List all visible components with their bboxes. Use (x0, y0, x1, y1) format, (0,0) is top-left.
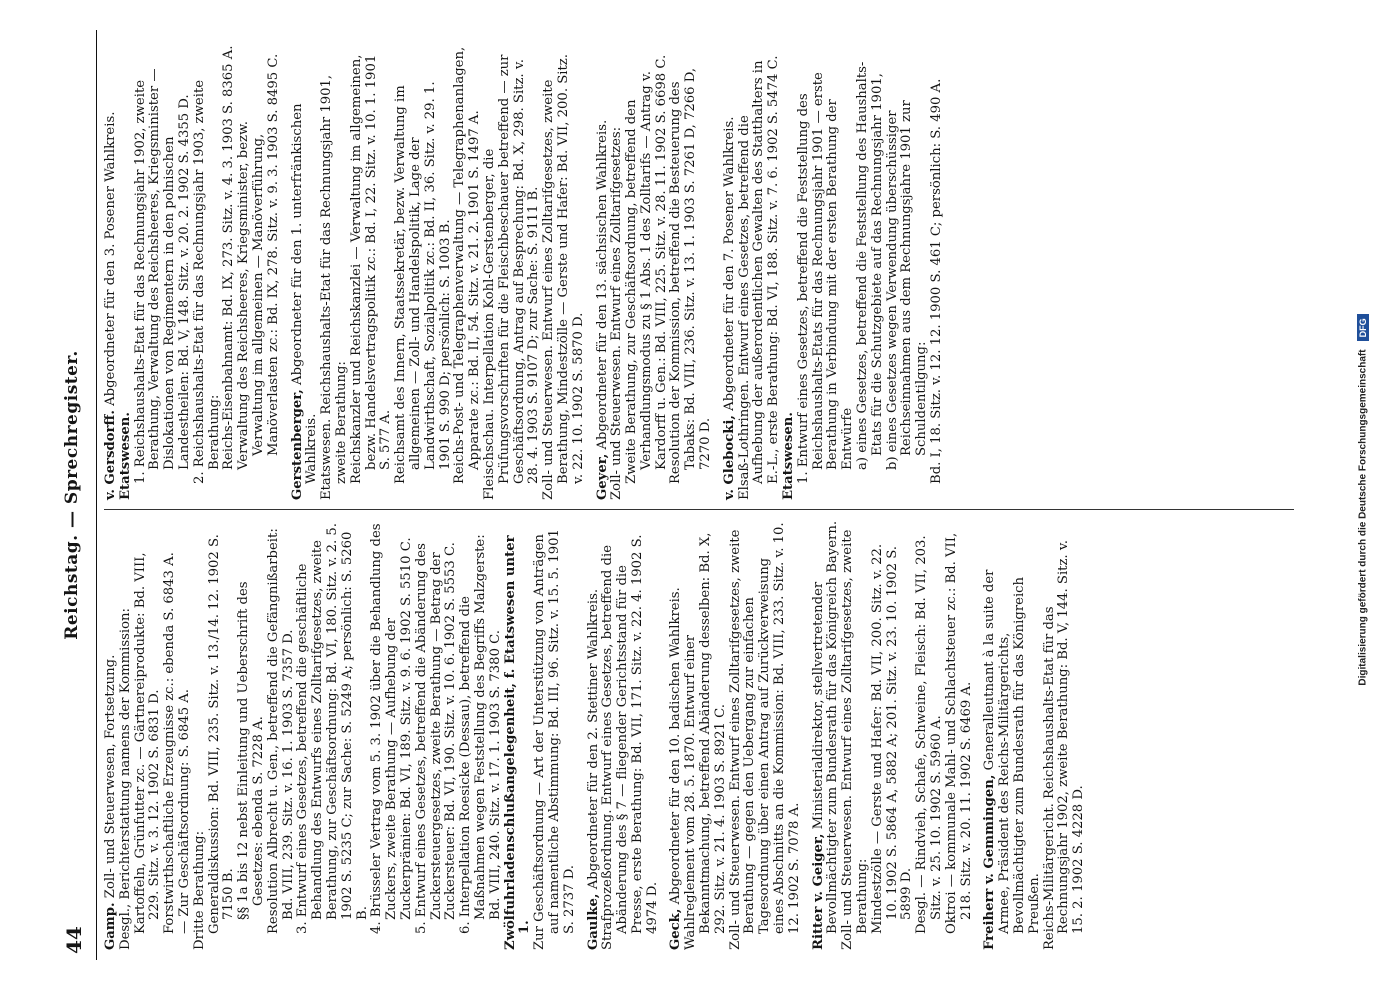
entry-line: 1. Entwurf eines Gesetzes, betreffend die Feststellung des Reichshaushalts-Etats für das Rechnungsjahr 1901 — erste Berathung in Verbindung mit der ersten Berathung der Entwürfe (795, 72, 856, 484)
entry-line: Reichs-Eisenbahnamt: Bd. IX, 273. Sitz. v. 4. 3. 1903 S. 8365 A. (221, 45, 237, 470)
speaker-entry (596, 45, 714, 500)
entry-line: 1. Reichshaushalts-Etat für das Rechnungsjahr 1902, zweite Berathung, Verwaltung des Reichsheeres, Kriegsminister — Dislokationen von Regimentern in den polnischen Landestheilen: Bd. V, 148. Sitz. v. 20. 2. 1902 S. 4355 D. (132, 68, 192, 484)
page-number: 44 (62, 926, 86, 954)
entry-line: a) eines Gesetzes, betreffend die Feststellung des Haushalts-Etats für die Schutzgebiete auf das Rechnungsjahr 1901, (855, 61, 885, 470)
entry-line: Zoll- und Steuerwesen. Entwurf eines Zolltarifgesetzes, zweite Berathung — gegen den Uebergang zur einfachen Tagesordnung über einen Antrag auf Zurückverweisung eines Abschnitts an die Kommission: Bd. VIII, 233. Sitz. v. 10. 12. 1902 S. 7078 A. (727, 522, 802, 950)
entry-line: 2. Reichshaushalts-Etat für das Rechnungsjahr 1903, zweite Berathung: (191, 79, 222, 484)
entry-line: Generaldiskussion: Bd. VIII, 235. Sitz. v. 13./14. 12. 1902 S. 7150 B. (206, 534, 237, 934)
column-divider (104, 509, 1294, 510)
entry-line: 4. Brüsseler Vertrag vom 5. 3. 1902 über die Behandlung des Zuckers, zweite Berathung — Aufhebung der Zuckerprämien: Bd. VI, 189. Sitz. v. 9. 6. 1902 S. 5510 C. (369, 523, 414, 934)
entry-line: Resolution der Kommission, betreffend die Besteuerung des Tabaks: Bd. VIII, 236. Sitz. v. 13. 1. 1903 S. 7261 D, 7266 D, 7270 D. (668, 67, 714, 484)
entry-line: Zweite Berathung, zur Geschäftsordnung, betreffend den Verhandlungsmodus zu § 1 Abs. 1 des Zolltarifs — Antrag v. Kardorff u. Gen.: Bd. VIII, 225. Sitz. v. 28. 11. 1902 S. 6698 C. (624, 54, 669, 484)
footer-note: Digitalisierung gefördert durch die Deutsche Forschungsgemeinschaft (1357, 349, 1369, 686)
entry-line: Mindestzölle — Gerste und Hafer: Bd. VII, 200. Sitz. v. 22. 10. 1902 S. 5864 A, 5882 A; 201. Sitz. v. 23. 10. 1902 S. 5899 D. (869, 543, 915, 934)
speaker-name: v. Glebocki, (721, 415, 737, 500)
entry-line: Zoll- und Steuerwesen. Entwurf eines Zolltarifgesetzes: (609, 126, 625, 500)
entry-line: 3. Entwurf eines Gesetzes, betreffend die geschäftliche Behandlung des Entwurfs eines Zolltarifgesetzes, zweite Berathung, zur Geschäftsordnung: Bd. VI, 180. Sitz. v. 2. 5. 1902 S. 5235 C; zur Sache: S. 5249 A; persönlich: S. 5260 B. (295, 523, 370, 934)
entry-line: Zoll- und Steuerwesen, Fortsetzung. (103, 654, 118, 899)
speaker-name: Gerstenberger, (289, 389, 305, 500)
speaker-name: Gamp. (103, 902, 118, 950)
speaker-name: Freiherr v. Gemmingen, (982, 774, 998, 950)
entry-line: Etatswesen. (117, 412, 133, 500)
entry-line: Zoll- und Steuerwesen. Entwurf eines Zolltarifgesetzes, zweite Berathung, Mindestzölle — Gerste und Hafer: Bd. VII, 200. Sitz. v. 22. 10. 1902 S. 5870 D. (541, 54, 586, 500)
right-column (104, 45, 954, 500)
entry-line: Reichs-Militärgericht. Reichshaushalts-Etat für das Rechnungsjahr 1902, zweite Berathung: Bd. V, 144. Sitz. v. 15. 2. 1902 S. 4228 D. (1041, 540, 1087, 950)
speaker-entry (104, 520, 578, 950)
entry-line: Generalleutnant à la suite der Armee, Präsident des Reichs-Militärgerichts, Bevollmächtigter zum Bundesrath für das Königreich Preußen. (982, 569, 1042, 934)
speaker-entry (723, 45, 945, 500)
entry-line: Bd. I, 18. Sitz. v. 12. 12. 1900 S. 461 C; persönlich: S. 490 A. (929, 78, 945, 484)
entry-line: Abgeordneter für den 7. Posener Wahlkreis. (721, 116, 737, 411)
entry-line: Abgeordneter für den 10. badischen Wahlkreis. (668, 587, 684, 905)
entry-line: Abgeordneter für den 1. unterfränkischen Wahlkreis. (289, 103, 320, 484)
entry-line: Zwölfuhrladenschlußangelegenheit, f. Etatswesen unter 1. (502, 535, 533, 950)
entry-line: Reichsamt des Innern, Staatssekretär, bezw. Verwaltung im allgemeinen — Zoll- und Handelspolitik, Lage der Landwirthschaft, Sozialpolitik zc.: Bd. II, 36. Sitz. v. 29. 1. 1901 S. 990 D; persönlich: S. 1003 B. (393, 81, 453, 484)
entry-line: Desgl. — Rindvieh, Schafe, Schweine, Fleisch: Bd. VII, 203. Sitz. v. 25. 10. 1902 S. 5960 A. (914, 535, 945, 934)
entry-line: 6. Interpellation Roesicke (Dessau), betreffend die Maßnahmen wegen Feststellung des Begriffs Malzgerste: Bd. VIII, 240. Sitz. v. 17. 1. 1903 S. 7380 C. (458, 534, 503, 934)
speaker-entry (104, 45, 282, 500)
entry-line: Strafprozeßordnung. Entwurf eines Gesetzes, betreffend die Abänderung des § 7 — fliegender Gerichtsstand für die Presse, erste Berathung: Bd. VII, 171. Sitz. v. 22. 4. 1902 S. 4974 D. (600, 534, 660, 950)
entry-line: Reichskanzler und Reichskanzlei — Verwaltung im allgemeinen, bezw. Handelsvertragspolitik zc.: Bd. I, 22. Sitz. v. 10. 1. 1901 S. 577 A. (348, 54, 394, 484)
entry-line: Dritte Berathung: (191, 830, 207, 950)
running-title: Reichstag. — Sprechregister. (62, 350, 82, 640)
entry-line: Desgl., Berichterstattung namens der Kommission: (117, 608, 133, 950)
speaker-entry (587, 520, 661, 950)
entry-line: b) eines Gesetzes wegen Verwendung überschüssiger Reichseinnahmen aus dem Rechnungsjahre 1901 zur Schuldentilgung: (884, 100, 930, 470)
entry-line: Ministerialdirektor, stellvertretender Bevollmächtigter zum Bundesrath für das Königreich Bayern. (810, 520, 841, 934)
entry-line: Zoll- und Steuerwesen. Entwurf eines Zolltarifgesetzes, zweite Berathung: (840, 529, 871, 950)
speaker-entry (983, 520, 1087, 950)
entry-line: Etatswesen. (781, 412, 797, 500)
entry-line: Verwaltung des Reichsheeres, Kriegsminister, bezw. Verwaltung im allgemeinen — Manöverführung, Manöverlasten zc.: Bd. IX, 278. Sitz. v. 9. 3. 1903 S. 8495 C. (236, 53, 281, 470)
speaker-name: Geck, (668, 908, 684, 950)
page-header (62, 30, 97, 960)
entry-line: Elsaß-Lothringen. Entwurf eines Gesetzes, betreffend die Aufhebung der außerordentlichen Gewalten des Statthalters in E.-L., erste Berathung: Bd. VI, 188. Sitz. v. 7. 6. 1902 S. 5474 C. (736, 55, 782, 500)
speaker-entry (291, 45, 587, 500)
entry-line: Etatswesen. Reichshaushalts-Etat für das Rechnungsjahr 1901, zweite Berathung: (319, 74, 349, 500)
left-column (104, 520, 1096, 950)
entry-line: Reichs-Post- und Telegraphenverwaltung — Telegraphenanlagen, Apparate zc.: Bd. II, 54. Sitz. v. 21. 2. 1901 S. 1497 A. (452, 46, 483, 484)
entry-line: Abgeordneter für den 13. sächsischen Wahlkreis. (594, 119, 610, 450)
entry-line: Oktroi — kommunale Mahl- und Schlachtsteuer zc.: Bd. VII, 218. Sitz. v. 20. 11. 1902 S. 6469 A. (943, 532, 974, 934)
entry-line: Resolution Albrecht u. Gen., betreffend die Gefängnißarbeit: Bd. VIII, 239. Sitz. v. 16. 1. 1903 S. 7357 D. (265, 528, 296, 934)
dfg-logo: DFG (1357, 314, 1369, 341)
entry-line: Fleischschau. Interpellation Kohl-Gerstenberger, die Prüfungsvorschriften für die Fleischbeschauer betreffend — zur Geschäftsordnung, Antrag auf Besprechung: Bd. X, 298. Sitz. v. 28. 4. 1903 S. 9107 D; zur Sache: S. 9111 B. (481, 54, 542, 500)
entry-line: Wahlreglement vom 28. 5. 1870. Entwurf einer Bekanntmachung, betreffend Abänderung desselben: Bd. X, 292. Sitz. v. 21. 4. 1903 S. 8921 C. (683, 532, 728, 950)
entry-line: — Zur Geschäftsordnung: S. 6845 A. (176, 689, 192, 934)
entry-line: Abgeordneter für den 3. Posener Wahlkreis. (103, 111, 118, 406)
entry-line: Forstwirthschaftliche Erzeugnisse zc.: ebenda S. 6843 A. (162, 552, 178, 934)
entry-line: Kartoffeln, Grünfutter zc. — Gärtnereiprodukte: Bd. VIII, 229. Sitz. v. 3. 12. 1902 S. 6831 D. (132, 552, 163, 934)
entry-line: 5. Entwurf eines Gesetzes, betreffend die Abänderung des Zuckersteuergesetzes, zweite Berathung — Betrag der Zuckersteuer: Bd. VI, 190. Sitz. v. 10. 6. 1902 S. 5553 C. (413, 542, 459, 934)
entry-line: §§ 1a bis 12 nebst Einleitung und Ueberschrift des Gesetzes: ebenda S. 7228 A. (236, 581, 266, 920)
entry-line: Abgeordneter für den 2. Stettiner Wahlkreis. (585, 588, 601, 890)
speaker-entry (669, 520, 802, 950)
digitization-footer (1357, 0, 1369, 1000)
speaker-name: Geyer, (594, 453, 610, 500)
entry-line: Zur Geschäftsordnung — Art der Unterstützung von Anträgen auf namentliche Abstimmung: Bd. III, 96. Sitz. v. 15. 5. 1901 S. 2737 D. (532, 529, 577, 950)
speaker-name: v. Gersdorff. (103, 410, 118, 500)
speaker-entry (812, 520, 975, 950)
speaker-name: Ritter v. Geiger, (810, 833, 826, 950)
speaker-name: Gaulke, (585, 893, 601, 950)
